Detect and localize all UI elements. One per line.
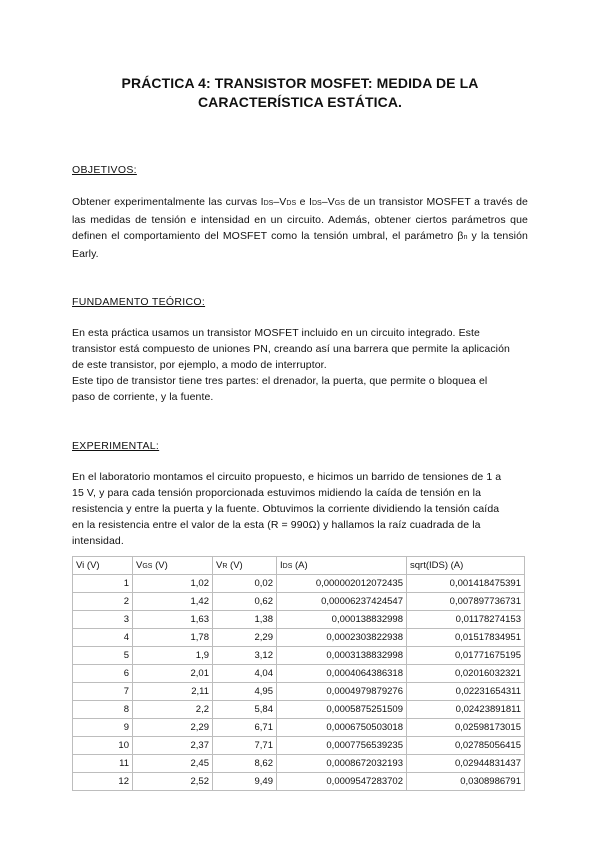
table-cell: 4,04 [213,665,277,683]
table-cell: 8 [73,701,133,719]
table-cell: 2,29 [213,629,277,647]
column-header: VR (V) [213,557,277,575]
table-cell: 2,11 [133,683,213,701]
table-cell: 4,95 [213,683,277,701]
table-cell: 0,00006237424547 [277,593,407,611]
column-header: VGS (V) [133,557,213,575]
table-cell: 1,02 [133,575,213,593]
fundamento-line: de este transistor, por ejemplo, a modo de interruptor. [72,359,327,371]
document-page [72,0,528,791]
table-cell: 0,0009547283702 [277,773,407,791]
table-row [73,575,525,593]
table-cell: 1,42 [133,593,213,611]
table-cell: 2,37 [133,737,213,755]
table-body [73,575,525,791]
table-cell: 1 [73,575,133,593]
table-cell: 3 [73,611,133,629]
table-row [73,719,525,737]
fundamento-heading: FUNDAMENTO TEÓRICO: [72,296,206,308]
table-cell: 7 [73,683,133,701]
fundamento-line: paso de corriente, y la fuente. [72,391,214,403]
table-cell: 2,29 [133,719,213,737]
table-cell: 6 [73,665,133,683]
table-cell: 0,0002303822938 [277,629,407,647]
table-row [73,683,525,701]
table-cell: 9 [73,719,133,737]
fundamento-paragraph [72,325,528,405]
title-line-2: CARACTERÍSTICA ESTÁTICA. [197,94,403,110]
table-cell: 2,01 [133,665,213,683]
experimental-heading: EXPERIMENTAL: [72,440,160,452]
table-cell: 0,000138832998 [277,611,407,629]
table-row [73,665,525,683]
table-row [73,701,525,719]
page-title [72,74,528,112]
table-cell: 9,49 [213,773,277,791]
table-cell: 2,52 [133,773,213,791]
table-cell: 0,02 [213,575,277,593]
title-line-1: PRÁCTICA 4: TRANSISTOR MOSFET: MEDIDA DE LA [121,75,479,91]
table-cell: 0,02231654311 [407,683,525,701]
table-cell: 0,007897736731 [407,593,525,611]
table-cell: 0,0008672032193 [277,755,407,773]
fundamento-line: transistor está compuesto de uniones PN, creando así una barrera que permite la aplicación [72,343,510,355]
table-cell: 0,02423891811 [407,701,525,719]
column-header: Vi (V) [73,557,133,575]
table-cell: 0,0007756539235 [277,737,407,755]
table-row [73,629,525,647]
table-row [73,755,525,773]
table-row [73,773,525,791]
table-cell: 2,2 [133,701,213,719]
experimental-line: 15 V, y para cada tensión proporcionada estuvimos midiendo la caída de tensión en la [72,487,482,499]
table-cell: 0,0005875251509 [277,701,407,719]
table-cell: 0,01517834951 [407,629,525,647]
table-cell: 1,78 [133,629,213,647]
experimental-line: En el laboratorio montamos el circuito propuesto, e hicimos un barrido de tensiones de 1 a [72,471,502,483]
table-row [73,611,525,629]
table-cell: 0,01771675195 [407,647,525,665]
table-cell: 6,71 [213,719,277,737]
table-cell: 0,02944831437 [407,755,525,773]
table-row [73,593,525,611]
table-cell: 0,01178274153 [407,611,525,629]
experimental-line: resistencia y entre la puerta y la fuente. Obtuvimos la corriente dividiendo la tensión caída [72,503,500,515]
table-cell: 1,9 [133,647,213,665]
table-cell: 12 [73,773,133,791]
table-cell: 11 [73,755,133,773]
experimental-line: intensidad. [72,535,124,547]
fundamento-line: En esta práctica usamos un transistor MOSFET incluido en un circuito integrado. Este [72,327,480,339]
table-cell: 5,84 [213,701,277,719]
table-cell: 0,001418475391 [407,575,525,593]
table-cell: 8,62 [213,755,277,773]
table-cell: 5 [73,647,133,665]
table-cell: 10 [73,737,133,755]
table-row [73,647,525,665]
table-cell: 0,0006750503018 [277,719,407,737]
column-header: sqrt(IDS) (A) [407,557,525,575]
column-header: IDS (A) [277,557,407,575]
table-cell: 2 [73,593,133,611]
table-cell: 4 [73,629,133,647]
table-cell: 7,71 [213,737,277,755]
experimental-paragraph [72,469,528,549]
table-row [73,737,525,755]
fundamento-line: Este tipo de transistor tiene tres partes: el drenador, la puerta, que permite o bloquea el [72,375,488,387]
table-cell: 0,0004979879276 [277,683,407,701]
table-cell: 1,63 [133,611,213,629]
experimental-line: en la resistencia entre el valor de la esta (R = 990Ω) y hallamos la raíz cuadrada de la [72,519,481,531]
table-cell: 0,0004064386318 [277,665,407,683]
table-cell: 0,0003138832998 [277,647,407,665]
table-header-row [73,557,525,575]
table-cell: 3,12 [213,647,277,665]
table-cell: 0,0308986791 [407,773,525,791]
table-cell: 0,62 [213,593,277,611]
table-cell: 0,02785056415 [407,737,525,755]
table-cell: 0,000002012072435 [277,575,407,593]
table-cell: 2,45 [133,755,213,773]
table-cell: 0,02016032321 [407,665,525,683]
table-cell: 0,02598173015 [407,719,525,737]
objetivos-heading: OBJETIVOS: [72,164,137,176]
table-cell: 1,38 [213,611,277,629]
objetivos-paragraph: Obtener experimentalmente las curvas IDS–VDS e IDS–VGS de un transistor MOSFET a través de las medidas de tensión e intensidad en un circuito. Además, obtener ciertos parámetros que definen el comportamiento del MOSFET como la tensión umbral, el parámetro βn y la tensión Early. [72,196,528,260]
measurements-table [72,556,525,791]
